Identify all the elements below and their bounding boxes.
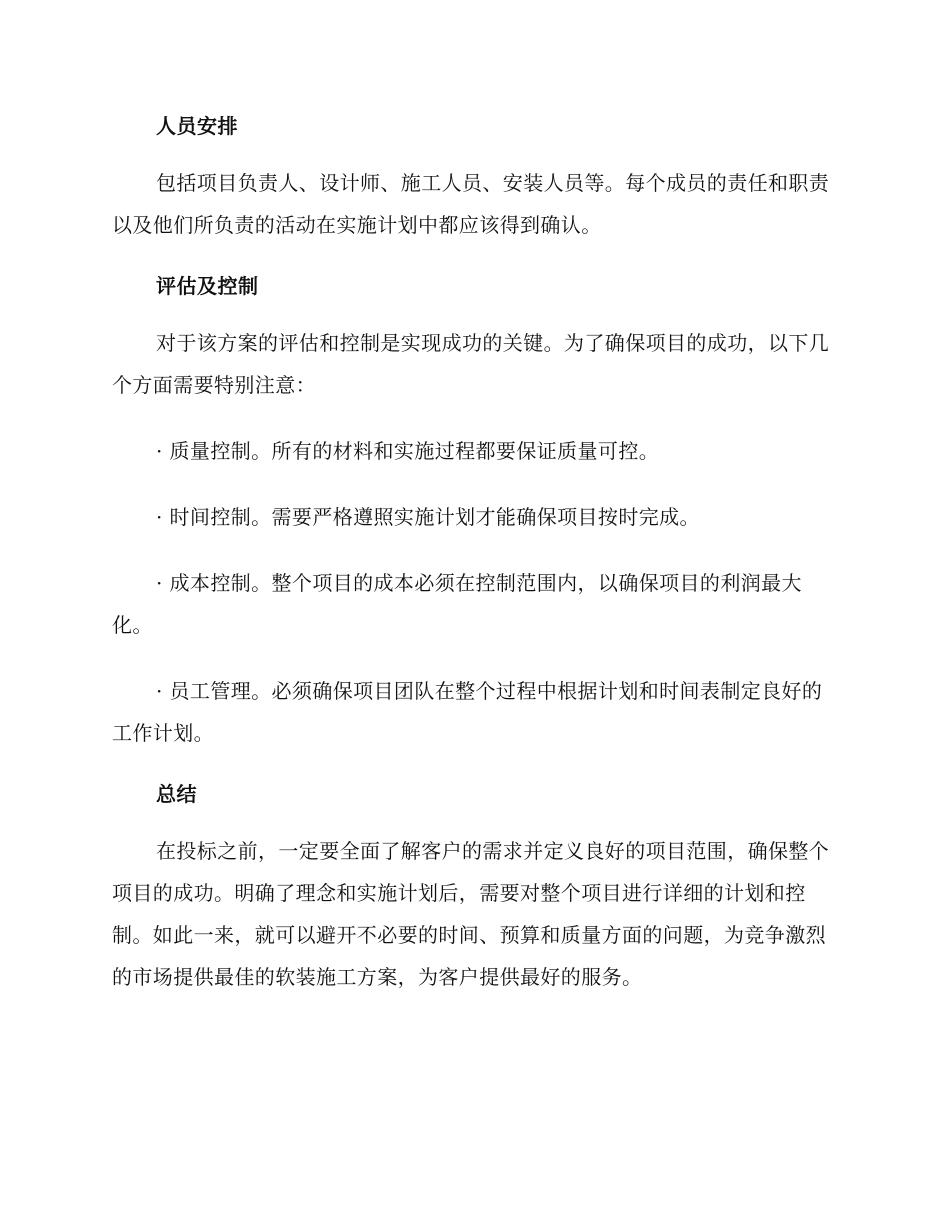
paragraph-summary: 在投标之前，一定要全面了解客户的需求并定义良好的项目范围，确保整个项目的成功。明确了理念和实施计划后，需要对整个项目进行详细的计划和控制。如此一来，就可以避开不必要的时间、预算和质量方面的问题，为竞争激烈的市场提供最佳的软装施工方案，为客户提供最好的服务。 — [112, 839, 830, 989]
paragraph-staffing: 包括项目负责人、设计师、施工人员、安装人员等。每个成员的责任和职责以及他们所负责的活动在实施计划中都应该得到确认。 — [112, 171, 830, 237]
list-item-cost-control: · 成本控制。整个项目的成本必须在控制范围内，以确保项目的利润最大化。 — [112, 571, 802, 637]
list-item-staff-management: · 员工管理。必须确保项目团队在整个过程中根据计划和时间表制定良好的工作计划。 — [112, 679, 823, 745]
list-item-quality-control: · 质量控制。所有的材料和实施过程都要保证质量可控。 — [156, 439, 660, 463]
paragraph-evaluation-intro: 对于该方案的评估和控制是实现成功的关键。为了确保项目的成功，以下几个方面需要特别注意： — [112, 331, 830, 397]
document-page — [112, 110, 832, 998]
section-heading-evaluation-control: 评估及控制 — [156, 274, 259, 298]
section-heading-summary: 总结 — [156, 782, 197, 806]
section-heading-staffing: 人员安排 — [156, 114, 238, 138]
list-item-time-control: · 时间控制。需要严格遵照实施计划才能确保项目按时完成。 — [156, 505, 700, 529]
